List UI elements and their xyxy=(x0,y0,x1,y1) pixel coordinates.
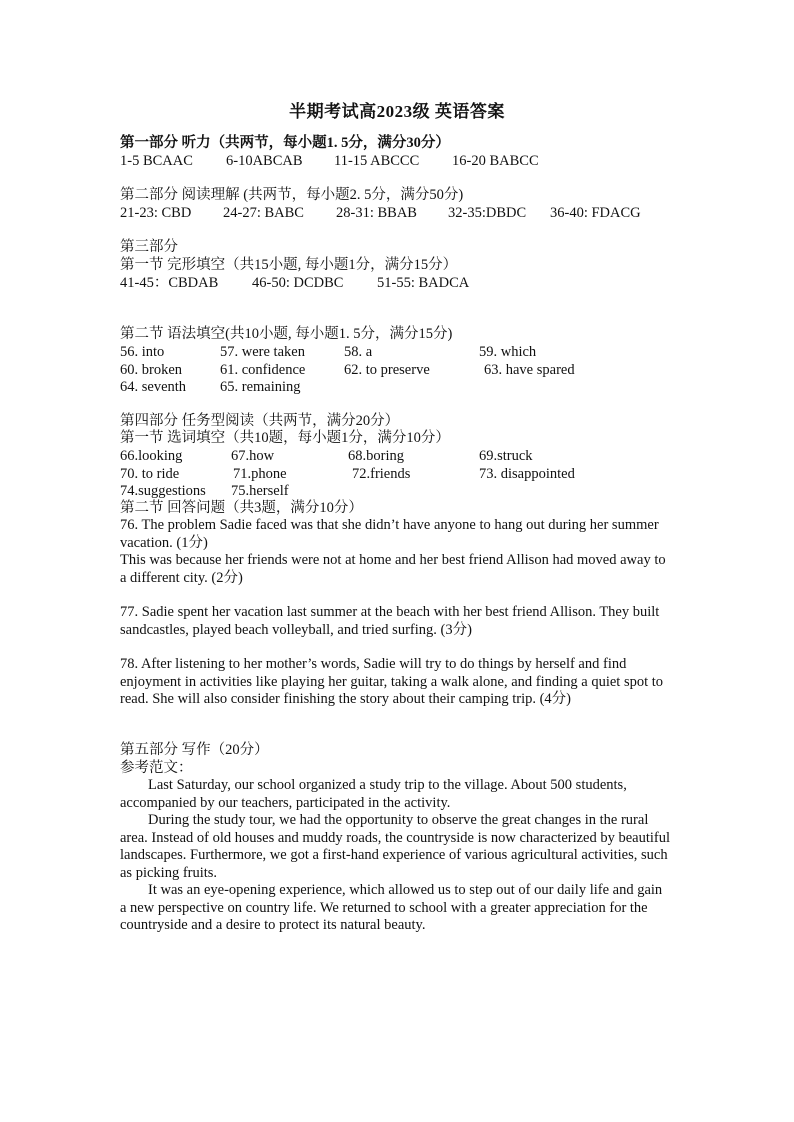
answer-item: 72.friends xyxy=(352,465,411,482)
essay-paragraph: During the study tour, we had the opportunity to observe the great changes in the rural area. Instead of old houses and muddy roads, the countryside is now characterized by beautiful landscapes. Furthermore, we got a first-hand experience of various agricultural activities, such as picking fruits. xyxy=(120,812,671,881)
answer-item: 57. were taken xyxy=(220,344,305,360)
part3-section2-heading: 第二节 语法填空(共10小题, 每小题1. 5分，满分15分) xyxy=(120,326,453,342)
answer-item: 71.phone xyxy=(233,465,287,482)
answer-item: 75.herself xyxy=(231,483,289,499)
answer-76-part2: This was because her friends were not at home and her best friend Allison had moved away to a different city. (2分) xyxy=(120,552,666,586)
answer-item: 63. have spared xyxy=(484,361,575,378)
part3-heading: 第三部分 xyxy=(120,239,178,255)
answer-item: 41-45：CBDAB xyxy=(120,275,219,291)
answer-item: 67.how xyxy=(231,448,275,464)
answer-item: 1-5 BCAAC xyxy=(120,153,193,169)
part1-heading: 第一部分 听力（共两节，每小题1. 5分，满分30分） xyxy=(120,135,450,151)
part3-section1-heading: 第一节 完形填空（共15小题, 每小题1分，满分15分） xyxy=(120,257,458,273)
answer-item: 62. to preserve xyxy=(344,361,430,378)
answer-78: 78. After listening to her mother’s words, Sadie will try to do things by herself and find enjoyment in activities like playing her guitar, taking a walk alone, and finding a quiet spot to read. She will also consider finishing the story about their camping trip. (4分) xyxy=(120,656,664,707)
answer-item: 6-10ABCAB xyxy=(226,153,303,169)
page-title: 半期考试高2023级 英语答案 xyxy=(289,102,505,121)
answer-item: 21-23: CBD xyxy=(120,205,192,221)
answer-item: 61. confidence xyxy=(220,361,306,378)
answer-item: 58. a xyxy=(344,344,373,360)
answer-item: 32-35:DBDC xyxy=(448,205,527,221)
sample-essay-label: 参考范文： xyxy=(120,760,193,776)
answer-item: 28-31: BBAB xyxy=(336,205,417,221)
answer-item: 46-50: DCDBC xyxy=(252,275,344,291)
answer-item: 69.struck xyxy=(479,448,533,464)
answer-item: 24-27: BABC xyxy=(223,205,304,221)
part5-heading: 第五部分 写作（20分） xyxy=(120,742,269,758)
answer-item: 59. which xyxy=(479,344,537,360)
answer-item: 51-55: BADCA xyxy=(377,275,470,291)
answer-item: 11-15 ABCCC xyxy=(334,153,420,169)
answer-item: 74.suggestions xyxy=(120,483,206,499)
answer-item: 66.looking xyxy=(120,448,183,464)
answer-item: 65. remaining xyxy=(220,379,301,395)
answer-item: 64. seventh xyxy=(120,379,187,395)
part4-heading: 第四部分 任务型阅读（共两节，满分20分） xyxy=(120,413,400,429)
answer-item: 60. broken xyxy=(120,361,183,378)
answer-item: 16-20 BABCC xyxy=(452,153,539,169)
answer-item: 56. into xyxy=(120,344,165,360)
part4-section2-heading: 第二节 回答问题（共3题，满分10分） xyxy=(120,500,363,516)
answer-76-part1: 76. The problem Sadie faced was that she didn’t have anyone to hang out during her summer vacation. (1分) xyxy=(120,517,659,551)
essay-paragraph: Last Saturday, our school organized a study trip to the village. About 500 students, accompanied by our teachers, participated in the activity. xyxy=(120,777,627,811)
part2-heading: 第二部分 阅读理解 (共两节，每小题2. 5分，满分50分) xyxy=(120,187,464,203)
essay-paragraph: It was an eye-opening experience, which allowed us to step out of our daily life and gain a new perspective on country life. We returned to school with a greater appreciation for the countryside and a desire to protect its natural beauty. xyxy=(120,882,663,933)
answer-item: 36-40: FDACG xyxy=(550,205,641,221)
answer-item: 68.boring xyxy=(348,448,404,464)
answer-item: 73. disappointed xyxy=(479,465,575,482)
answer-77: 77. Sadie spent her vacation last summer at the beach with her best friend Allison. They built sandcastles, played beach volleyball, and tried surfing. (3分) xyxy=(120,604,660,638)
answer-item: 70. to ride xyxy=(120,465,180,482)
part4-section1-heading: 第一节 选词填空（共10题，每小题1分，满分10分） xyxy=(120,430,450,446)
